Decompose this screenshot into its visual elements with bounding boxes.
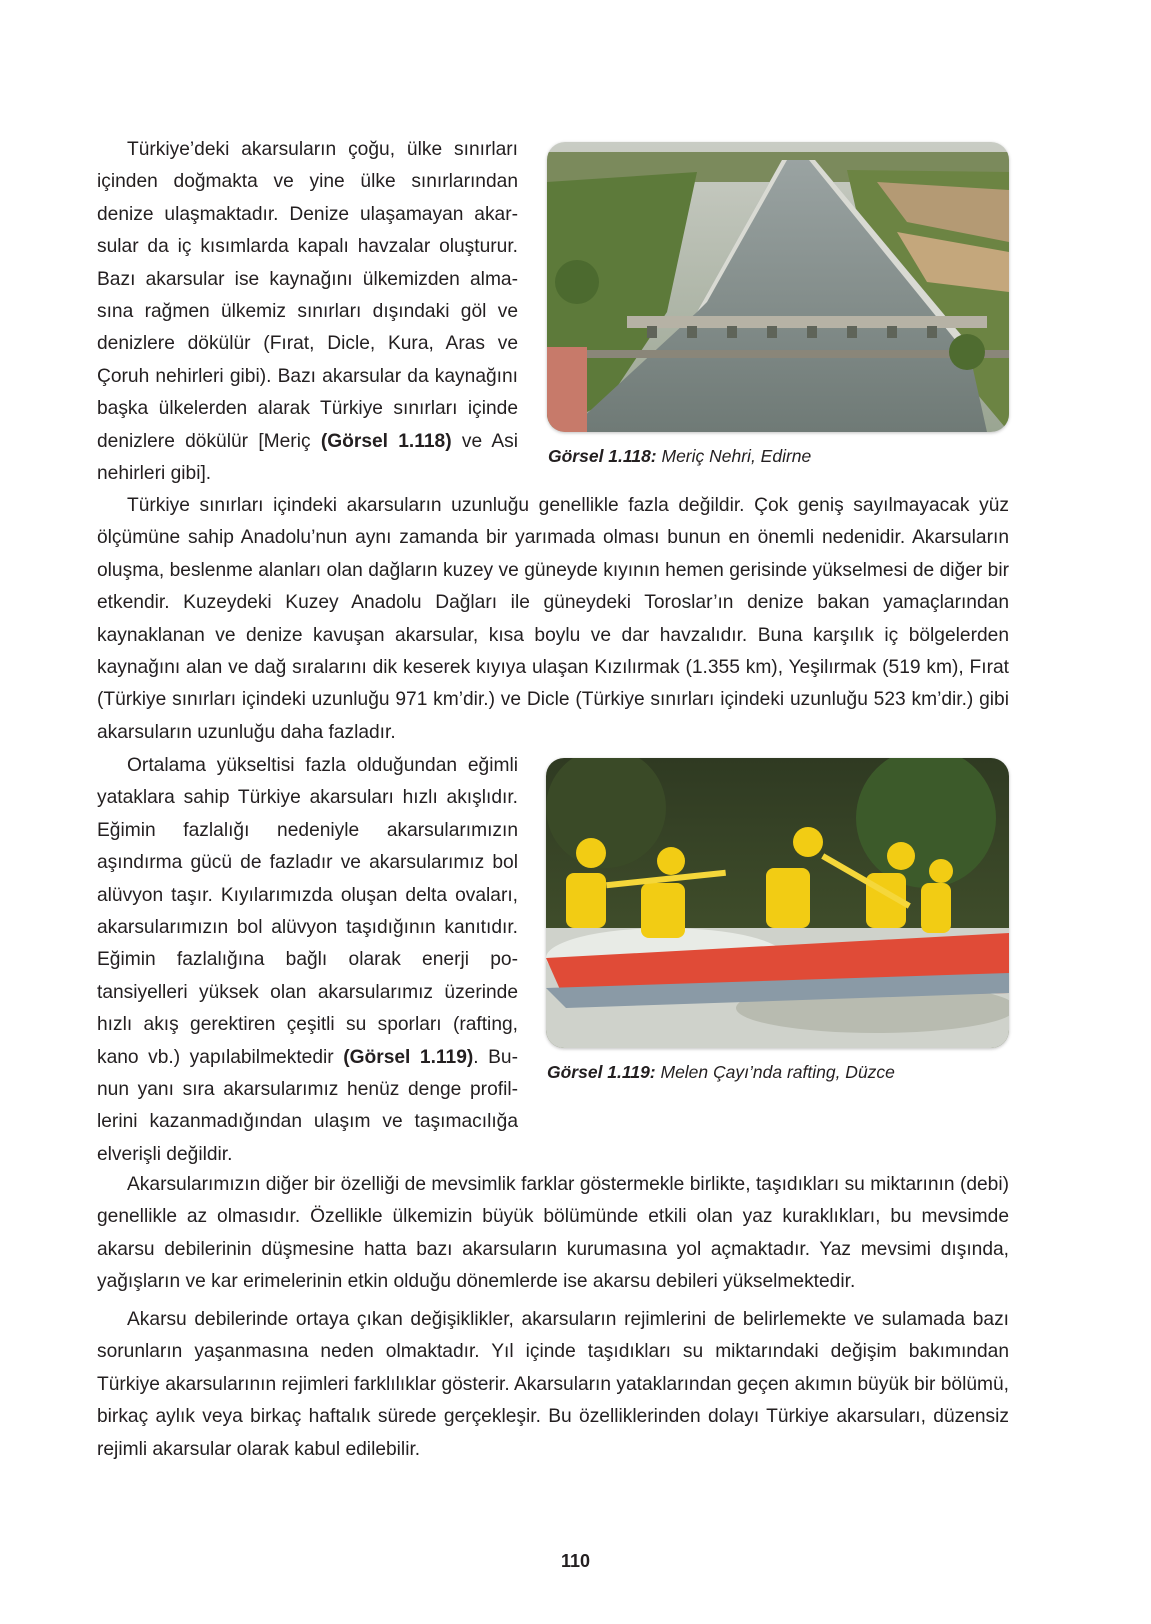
caption-label-1-119: Görsel 1.119: [547,1062,656,1082]
paragraph-river-regime: Akarsu debilerinde ortaya çıkan değişiklikler, akarsuların rejimlerini de belirlemekte ve sulamada bazı sorunların yaşanmasına neden olmaktadır. Yıl içinde taşıdıkları su miktarındaki değişim bakımından Türkiye akarsularının rejimleri farklılıklar gösterir. Akarsuların yataklarından geçen akımın büyük bir bölümü, birkaç aylık veya birkaç haftalık sürede gerçekleşir. Bu özelliklerinden dolayı Türkiye akarsuları, düzensiz rejimli akarsular olarak kabul edilebilir. [97,1309,1009,1460]
paragraph-river-slope [97,750,518,1171]
caption-text-1-118: Meriç Nehri, Edirne [656,446,812,466]
figure-caption-1-118 [548,446,811,467]
caption-text-1-119: Melen Çayı’nda rafting, Düzce [655,1062,895,1082]
paragraph-river-length: Türkiye sınırları içindeki akarsuların uzunluğu genellikle fazla değildir. Çok geniş sayılmayacak yüz ölçümüne sahip Anadolu’nun aynı zamanda bir yarımada olması bunun en önemli nedenidir. Akarsuların oluşma, beslenme alanları olan dağların kuzey ve güneyde kıyının hemen gerisinde yükselmesi de diğer bir etkendir. Kuzeydeki Kuzey Anadolu Dağları ile güneydeki Toroslar’ın denize bakan yamaçlarından kaynaklanan ve denize kavuşan akarsular, kısa boylu ve dar havzalıdır. Buna karşılık iç bölgelerden kaynağını alan ve dağ sıralarını dik keserek kıyıya ulaşan Kızılırmak (1.355 km), Yeşilırmak (519 km), Fırat (Türkiye sınırları içindeki uzunluğu 971 km’dir.) ve Dicle (Türkiye sınırları içindeki uzunluğu 523 km’dir.) gibi akarsuların uzunluğu daha fazladır. [97,495,1009,743]
paragraph-river-origins [97,134,518,490]
rafting-image [546,758,1009,1048]
rafting-photo [546,758,1009,1048]
caption-label-1-118: Görsel 1.118: [548,446,657,466]
meric-river-image [547,142,1009,432]
figure-ref-1-118: (Görsel 1.118) [320,430,452,452]
page-number: 110 [560,1551,591,1571]
p3-text-b: . Bunun yanı sıra akarsularımız henüz denge profillerini kazanmadığından ulaşım ve taşımacılığa elverişli değildir. [97,1046,518,1165]
meric-river-photo [547,142,1009,432]
paragraph-river-discharge: Akarsularımızın diğer bir özelliği de mevsimlik farklar göstermekle birlikte, taşıdıkları su miktarının (debi) genellikle az olmasıdır. Özellikle ülkemizin büyük bölümünde etkili olan yaz kuraklıkları, bu mevsimde akarsu debilerinin düşmesine hatta bazı akarsuların kurumasına yol açmaktadır. Yaz mevsimi dışında, yağışların ve kar erimelerinin etkin olduğu dönemlerde ise akarsu debileri yükselmektedir. [97,1174,1009,1293]
p3-text-a: Ortalama yükseltisi fazla olduğundan eğimli yataklara sahip Türkiye akarsuları hızlı akışlıdır. Eğimin fazlalığı nedeniyle akarsularımızın aşındırma gücü de fazladır ve akarsularımız bol alüvyon taşır. Kıyılarımızda oluşan delta ovaları, akarsularımızın bol alüvyon taşıdığının kanıtıdır. Eğimin fazlalığına bağlı olarak enerji potansiyelleri yüksek olan akarsularımız üzerinde hızlı akış gerektiren çeşitli su sporları (rafting, kano vb.) yapılabilmektedir [97,755,518,1068]
figure-ref-1-119: (Görsel 1.119) [343,1046,474,1068]
p1-text-b: ve Asi nehirleri gibi]. [97,430,518,485]
p1-text-a: Türkiye’deki akarsuların çoğu, ülke sınırları içinden doğmakta ve yine ülke sınırlarından denize ulaşmaktadır. Denize ulaşamayan akarsular da iç kısımlarda kapalı havzalar oluşturur. Bazı akarsular ise kaynağını ülkemizden almasına rağmen ülkemiz sınırları dışındaki göl ve denizlere dökülür (Fırat, Dicle, Kura, Aras ve Çoruh nehirleri gibi). Bazı akarsular da kaynağını başka ülkelerden alarak Türkiye sınırları içinde denizlere dökülür [Meriç [97,139,518,452]
figure-caption-1-119 [547,1062,895,1083]
